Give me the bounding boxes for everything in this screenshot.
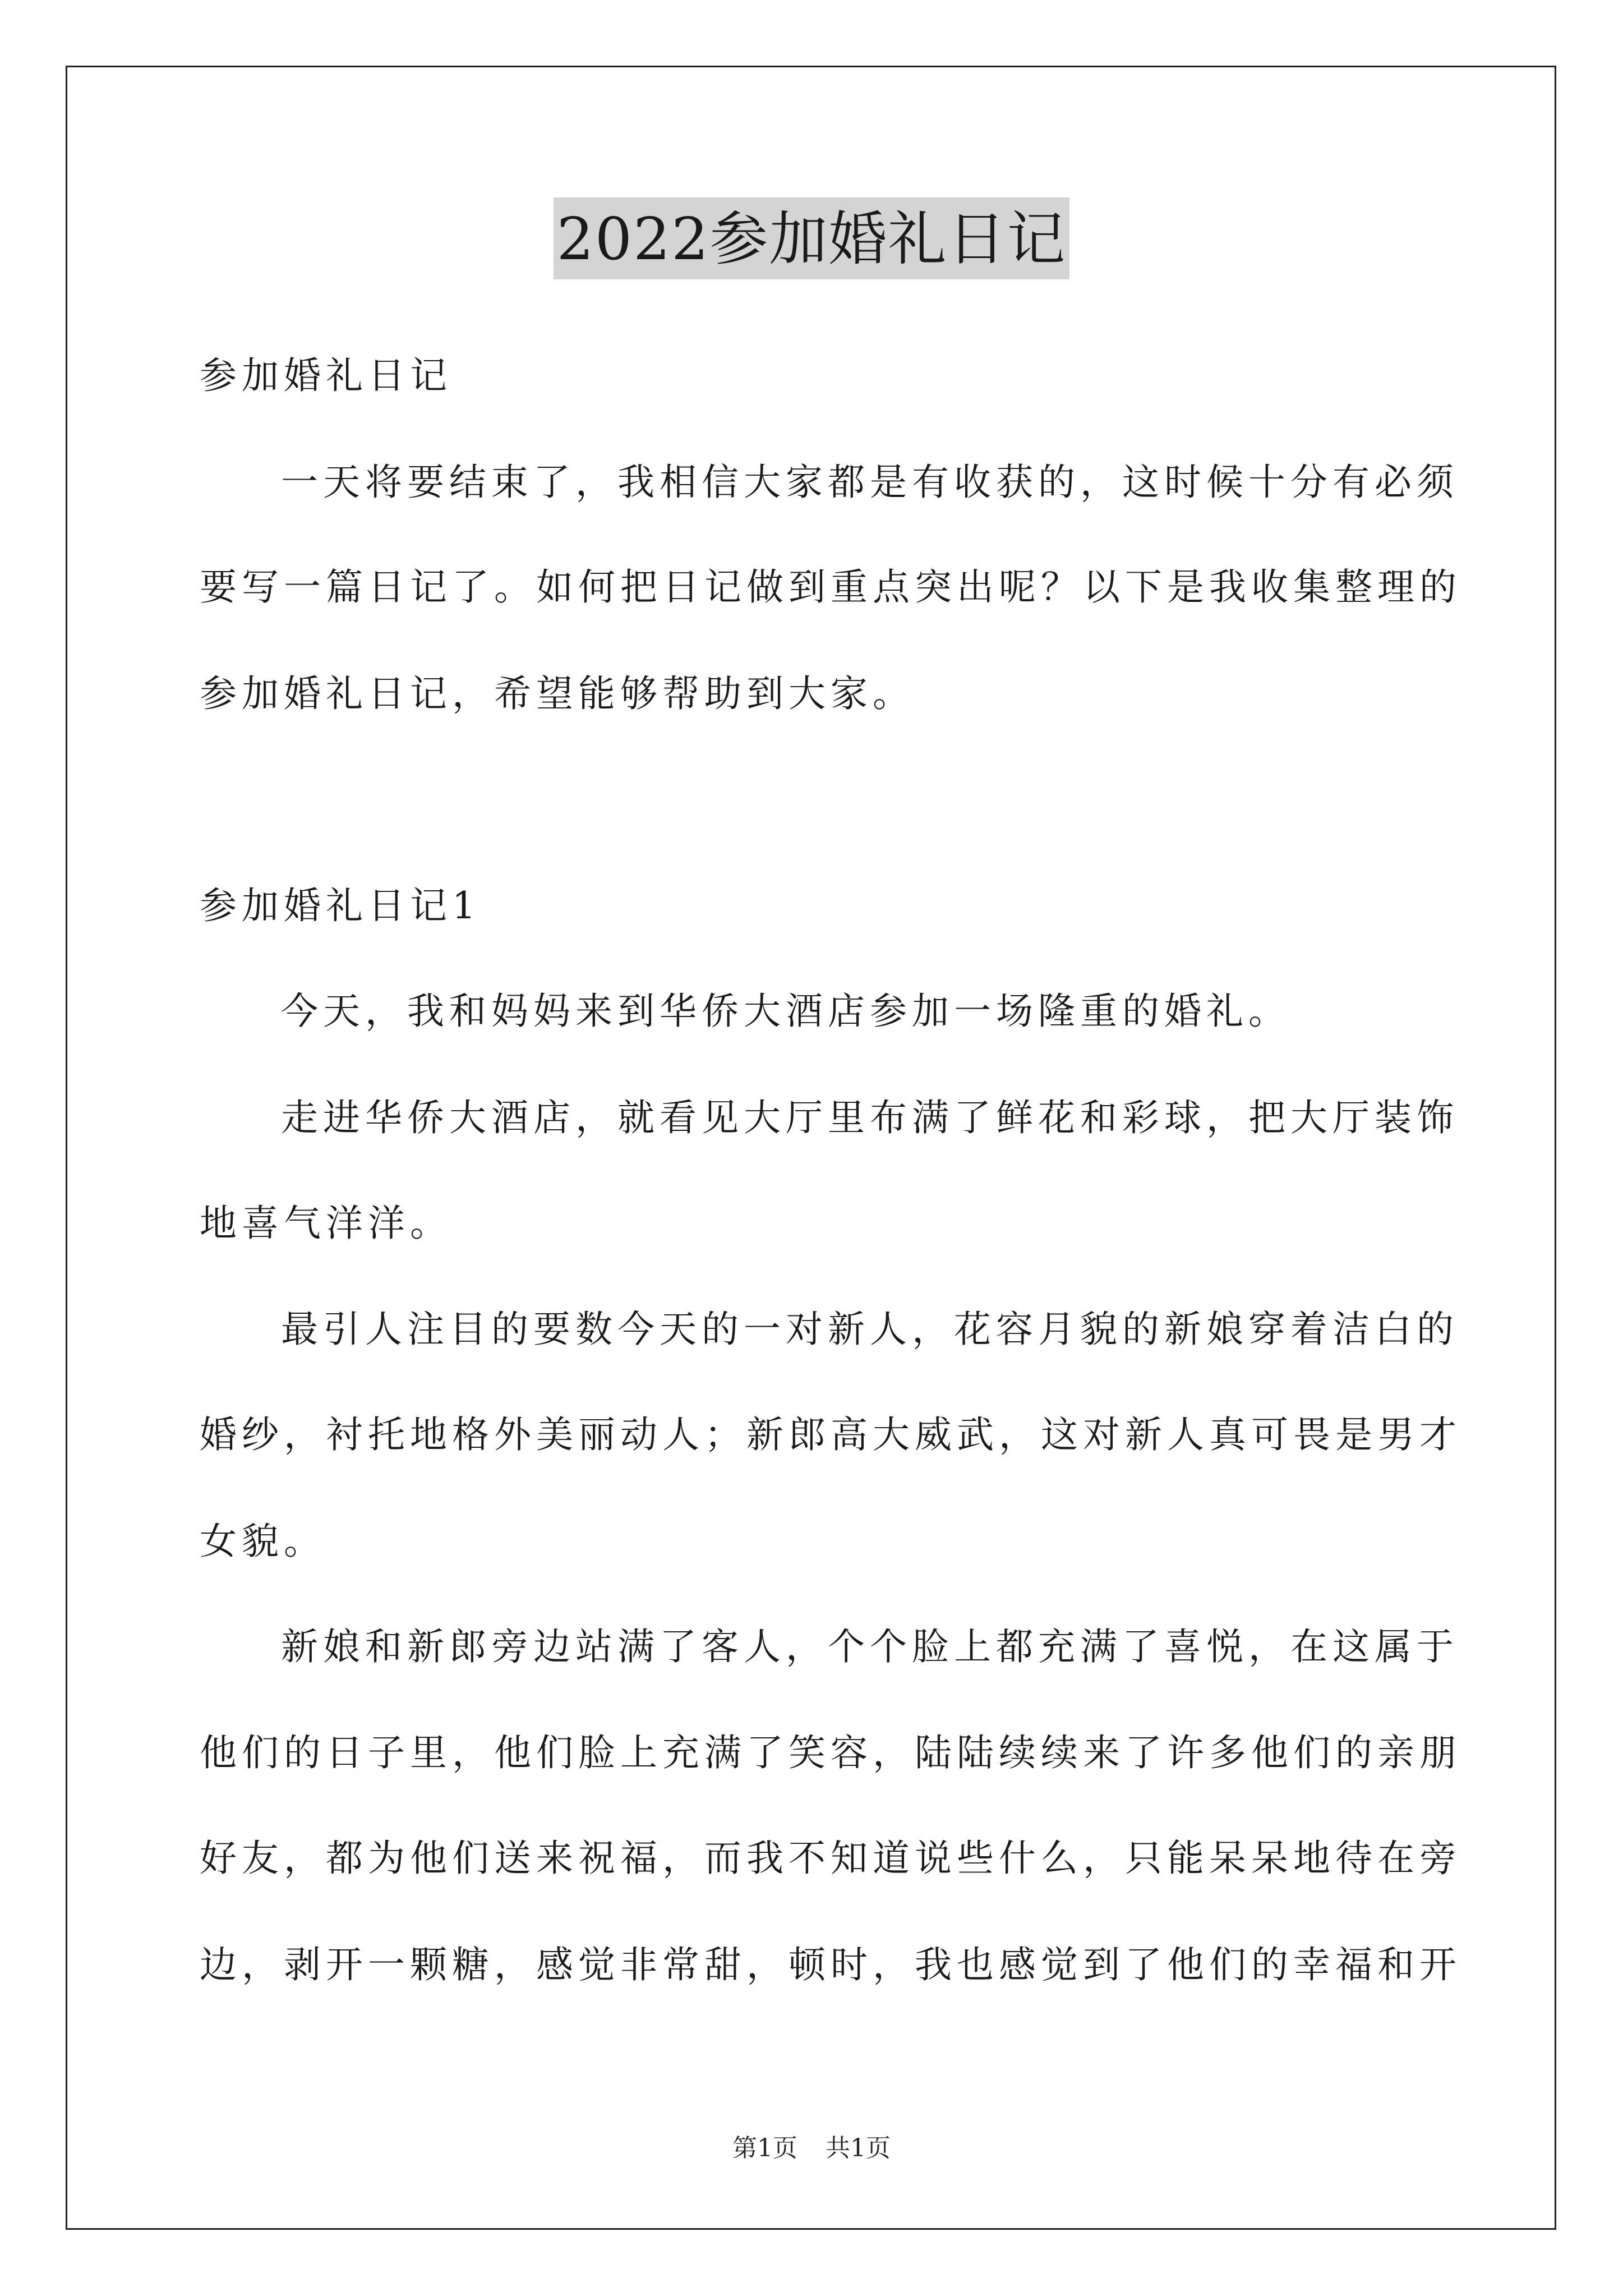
document-title: 2022参加婚礼日记 (554, 197, 1070, 279)
body-line-8: 他们的日子里，他们脸上充满了笑容，陆陆续续来了许多他们的亲朋 (200, 1731, 1461, 1774)
body-line-3: 地喜气洋洋。 (200, 1202, 452, 1245)
document-subtitle: 参加婚礼日记 (200, 354, 452, 397)
body-line-2: 走进华侨大酒店，就看见大厅里布满了鲜花和彩球，把大厅装饰 (281, 1096, 1459, 1139)
body-line-1: 今天，我和妈妈来到华侨大酒店参加一场隆重的婚礼。 (281, 990, 1290, 1033)
intro-line-2: 要写一篇日记了。如何把日记做到重点突出呢？以下是我收集整理的 (200, 565, 1461, 609)
body-line-10: 边，剥开一颗糖，感觉非常甜，顿时，我也感觉到了他们的幸福和开 (200, 1943, 1461, 1986)
page-footer (0, 2132, 1623, 2165)
title-container (0, 197, 1623, 279)
body-line-5: 婚纱，衬托地格外美丽动人；新郎高大威武，这对新人真可畏是男才 (200, 1413, 1461, 1456)
body-line-6: 女貌。 (200, 1520, 326, 1563)
body-line-9: 好友，都为他们送来祝福，而我不知道说些什么，只能呆呆地待在旁 (200, 1837, 1461, 1880)
intro-line-1: 一天将要结束了，我相信大家都是有收获的，这时候十分有必须 (281, 461, 1459, 504)
section-heading: 参加婚礼日记1 (200, 884, 481, 927)
intro-line-3: 参加婚礼日记，希望能够帮助到大家。 (200, 672, 915, 715)
body-line-4: 最引人注目的要数今天的一对新人，花容月貌的新娘穿着洁白的 (281, 1308, 1459, 1351)
body-line-7: 新娘和新郎旁边站满了客人，个个脸上都充满了喜悦，在这属于 (281, 1625, 1459, 1668)
page-number-current: 第1页 (732, 2134, 797, 2162)
page-number-total: 共1页 (826, 2134, 891, 2162)
